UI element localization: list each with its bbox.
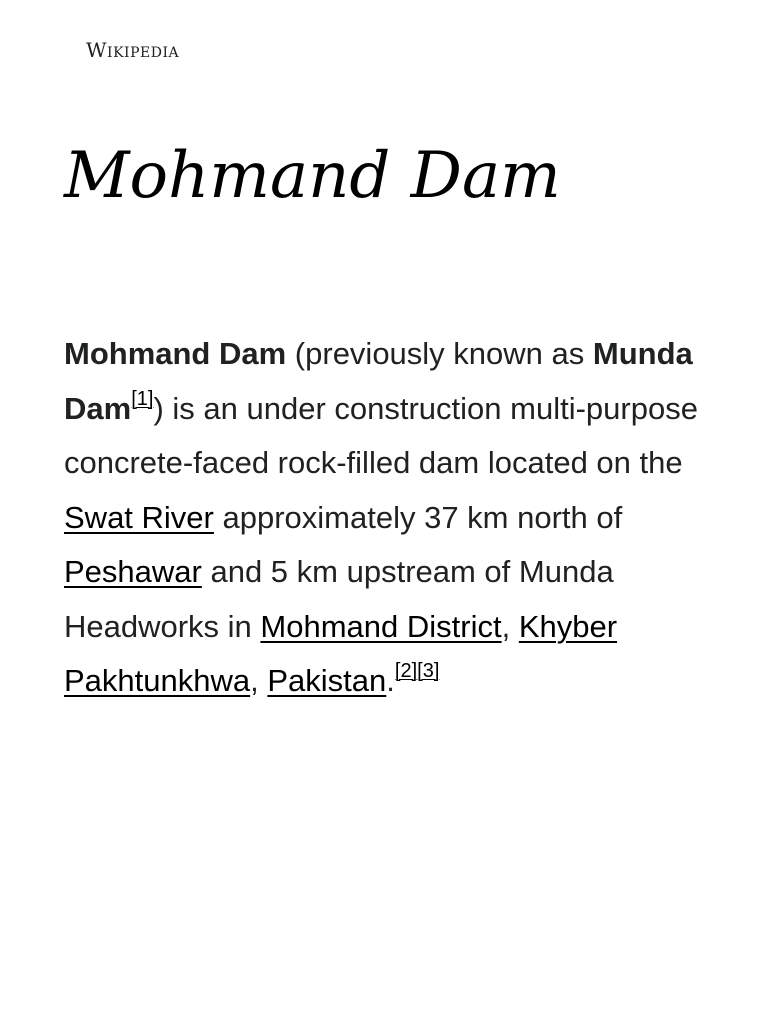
former-name-bold: Munda Dam bbox=[64, 336, 693, 426]
reference-superscript bbox=[131, 388, 153, 410]
lead-text: . bbox=[386, 663, 395, 698]
lead-paragraph bbox=[64, 327, 714, 709]
link-mohmand-district[interactable]: Mohmand District bbox=[260, 608, 502, 644]
lead-text: ) is an under construction multi-purpose concrete-faced rock-filled dam located on the bbox=[64, 390, 698, 480]
reference-link-1[interactable]: [1] bbox=[131, 387, 154, 410]
article-subject-bold: Mohmand Dam bbox=[64, 336, 287, 371]
link-swat-river[interactable]: Swat River bbox=[64, 499, 214, 535]
lead-text: and 5 km upstream of Munda Headworks in bbox=[64, 554, 614, 644]
separator-comma: , bbox=[501, 608, 519, 644]
reference-link-3[interactable]: [3] bbox=[417, 660, 440, 682]
page-title: Mohmand Dam bbox=[64, 139, 561, 213]
reference-link-2[interactable]: [2] bbox=[394, 660, 418, 682]
wikipedia-wordmark[interactable]: Wikipedia bbox=[86, 38, 180, 62]
link-pakistan[interactable]: Pakistan bbox=[267, 663, 387, 698]
lead-text: (previously known as bbox=[286, 336, 593, 371]
lead-text: approximately 37 km north of bbox=[213, 499, 623, 535]
link-khyber-pakhtunkhwa[interactable]: Khyber Pakhtunkhwa bbox=[64, 608, 618, 698]
separator-comma: , bbox=[250, 663, 268, 698]
link-peshawar[interactable]: Peshawar bbox=[64, 554, 202, 589]
reference-superscript bbox=[395, 660, 440, 682]
